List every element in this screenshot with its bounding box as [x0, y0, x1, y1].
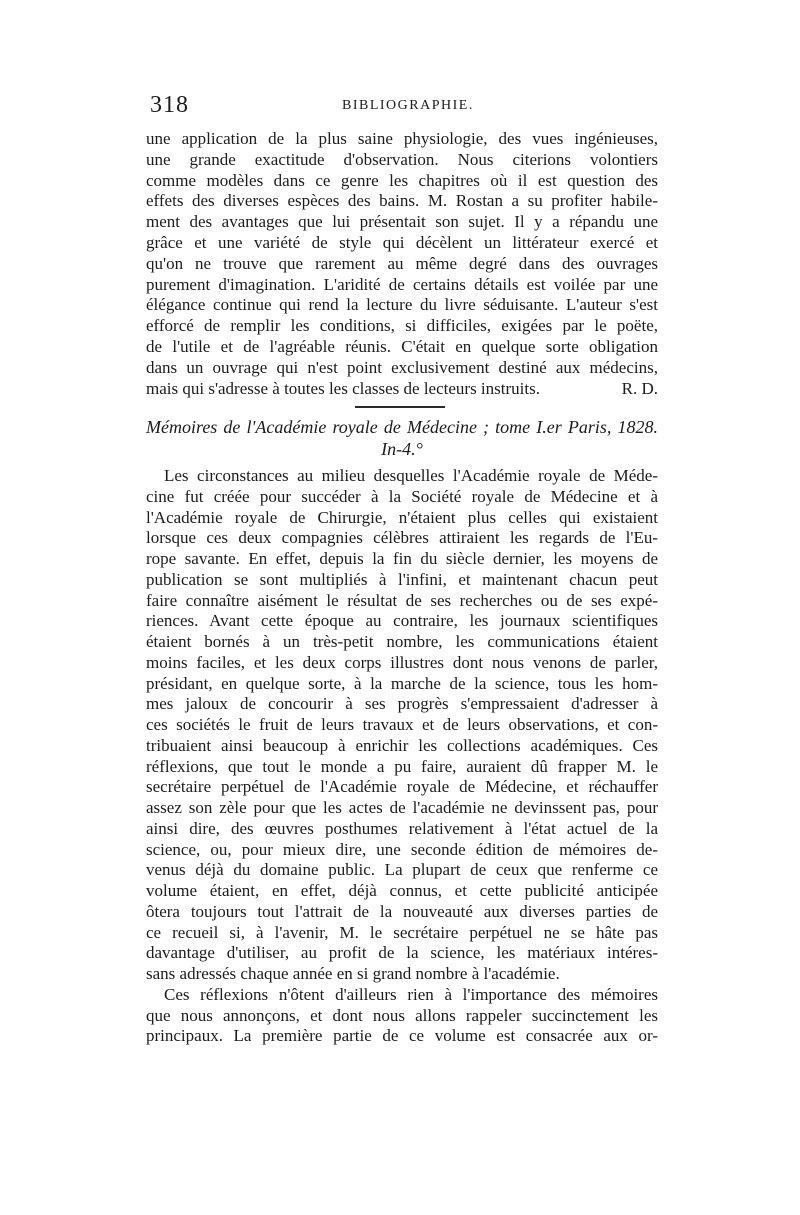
last-line-with-signature	[146, 379, 658, 400]
text-line: élégance continue qui rend la lecture du livre séduisante. L'auteur s'est	[146, 295, 658, 315]
text-line: riences. Avant cette époque au contraire, les journaux scientifiques	[146, 611, 658, 631]
text-line: dans un ouvrage qui n'est point exclusivement destiné aux médecins,	[146, 357, 658, 377]
text-line: faire connaître aisément le résultat de ses recherches ou de ses expé-	[146, 590, 658, 610]
text-line: science, ou, pour mieux dire, une seconde édition de mémoires de-	[146, 839, 658, 859]
text-line: réflexions, que tout le monde a pu faire, auraient dû frapper M. le	[146, 756, 658, 776]
text-line: publication se sont multipliés à l'infini, et maintenant chacun peut	[146, 569, 658, 589]
text-line: que nous annonçons, et dont nous allons rappeler succinctement les	[146, 1005, 658, 1025]
text-line: qu'on ne trouve que rarement au même degré dans des ouvrages	[146, 253, 658, 273]
text-line: venus déjà du domaine public. La plupart de ceux que renferme ce	[146, 860, 658, 880]
text-line: davantage d'utiliser, au profit de la science, les matériaux intéres-	[146, 943, 658, 963]
text-line: secrétaire perpétuel de l'Académie royale de Médecine, et réchauffer	[146, 777, 658, 797]
text-line: tribuaient ainsi beaucoup à enrichir les collections académiques. Ces	[146, 735, 658, 755]
text-line: Ces réflexions n'ôtent d'ailleurs rien à l'importance des mémoires	[164, 984, 658, 1004]
article-body	[146, 466, 658, 1047]
running-head: BIBLIOGRAPHIE.	[342, 98, 474, 113]
text-line: l'Académie royale de Chirurgie, n'étaient plus celles qui existaient	[146, 507, 658, 527]
text-line: une grande exactitude d'observation. Nous citerions volontiers	[146, 149, 658, 169]
text-line: rope savante. En effet, depuis la fin du siècle dernier, les moyens de	[146, 549, 658, 568]
text-line: de l'utile et de l'agréable réunis. C'était en quelque sorte obligation	[146, 336, 658, 356]
page-number: 318	[150, 92, 189, 118]
text-line: ainsi dire, des œuvres posthumes relativement à l'état actuel de la	[146, 818, 658, 838]
article-title-line: Mémoires de l'Académie royale de Médecine ; tome I.er Paris, 1828.	[146, 417, 658, 437]
text-line: ces sociétés le fruit de leurs travaux et de leurs observations, et con-	[146, 715, 658, 734]
text-line: ment des avantages que lui présentait son sujet. Il y a répandu une	[146, 212, 658, 232]
text-line: mes jaloux de concourir à ses progrès s'empressaient d'adresser à	[146, 694, 658, 714]
text-line: mais qui s'adresse à toutes les classes de lecteurs instruits.	[146, 378, 540, 398]
article-title	[146, 416, 658, 460]
text-line: présidant, en quelque sorte, à la marche de la science, tous les hom-	[146, 673, 658, 693]
text-line: Les circonstances au milieu desquelles l'Académie royale de Méde-	[164, 466, 658, 485]
text-line: moins faciles, et les deux corps illustres dont nous venons de parler,	[146, 652, 658, 672]
text-line: volume étaient, en effet, déjà connus, et cette publicité anticipée	[146, 881, 658, 900]
text-line: lorsque ces deux compagnies célèbres attiraient les regards de l'Eu-	[146, 528, 658, 548]
text-line: cine fut créée pour succéder à la Société royale de Médecine et à	[146, 486, 658, 506]
text-line: effets des diverses espèces des bains. M. Rostan a su profiter habile-	[146, 191, 658, 211]
author-signature: R. D.	[621, 378, 658, 398]
text-line: grâce et une variété de style qui décèlent un littérateur exercé et	[146, 232, 658, 252]
text-line: purement d'imagination. L'aridité de certains détails est voilée par une	[146, 274, 658, 294]
text-line: efforcé de remplir les conditions, si difficiles, exigées par le poëte,	[146, 316, 658, 336]
text-line: sans adressés chaque année en si grand nombre à l'académie.	[146, 964, 560, 983]
review-continuation	[146, 129, 658, 399]
text-line: une application de la plus saine physiologie, des vues ingénieuses,	[146, 129, 658, 148]
section-divider	[355, 406, 445, 408]
text-line: assez son zèle pour que les actes de l'académie ne devinssent pas, pour	[146, 798, 658, 817]
text-line: ce recueil si, à l'avenir, M. le secrétaire perpétuel ne se hâte pas	[146, 922, 658, 942]
page-header	[150, 92, 660, 122]
text-line: ôtera toujours tout l'attrait de la nouveauté aux diverses parties de	[146, 901, 658, 921]
article-format: In-4.°	[381, 439, 423, 459]
text-line: étaient bornés à un très-petit nombre, les communications étaient	[146, 632, 658, 651]
text-line: principaux. La première partie de ce volume est consacrée aux or-	[146, 1026, 658, 1046]
text-line: comme modèles dans ce genre les chapitres où il est question des	[146, 170, 658, 190]
